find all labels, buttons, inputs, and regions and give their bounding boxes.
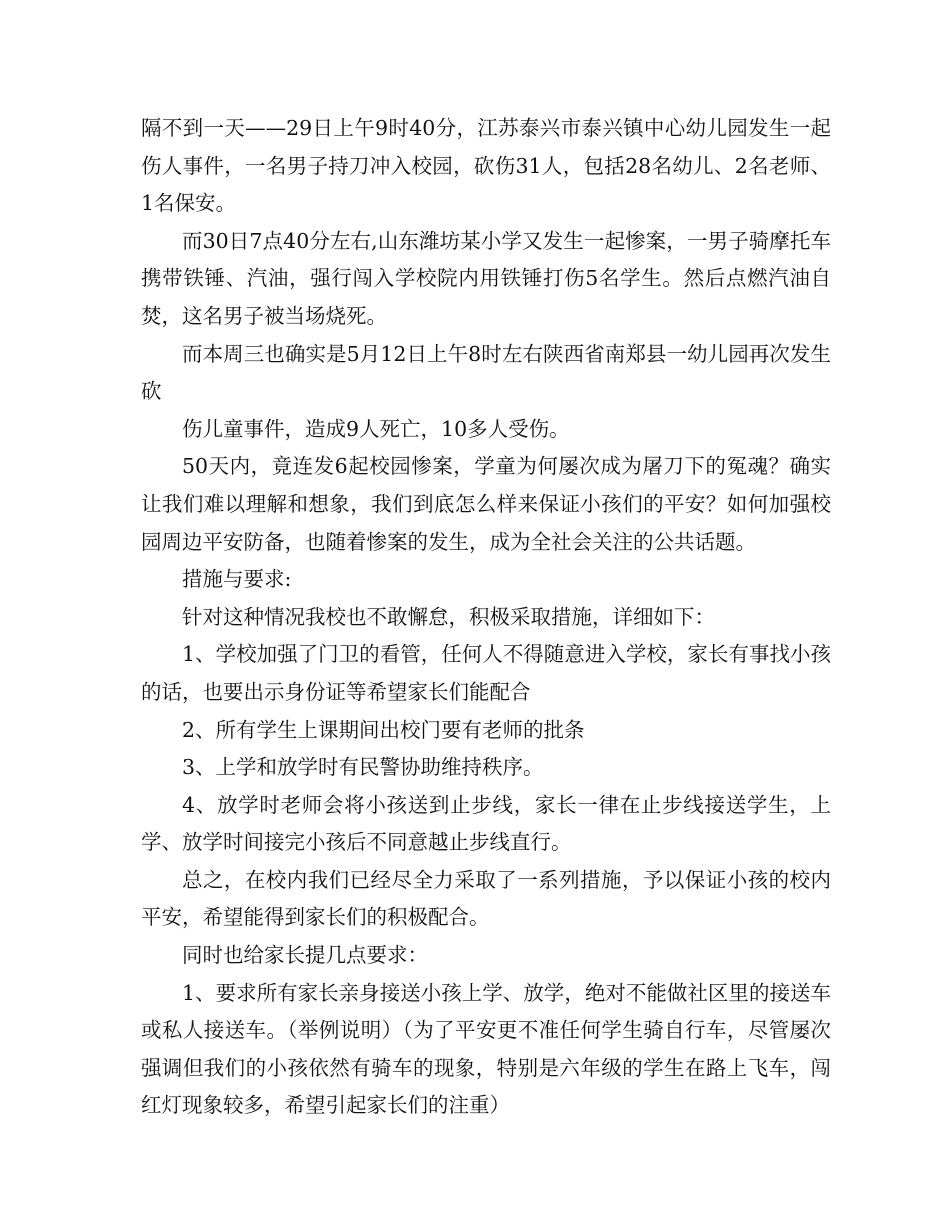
section-heading-measures: 措施与要求: xyxy=(182,567,292,592)
list-item-school-3: 3、上学和放学时有民警协助维持秩序。 xyxy=(182,755,544,780)
paragraph-7: 针对这种情况我校也不敢懈怠，积极采取措施，详细如下： xyxy=(182,604,715,629)
paragraph-1: 隔不到一天——29日上午9时40分，江苏泰兴市泰兴镇中心幼儿园发生一起伤人事件，一名男子持刀冲入校园，砍伤31人，包括28名幼儿、2名老师、1名保安。 xyxy=(141,116,831,216)
paragraph-summary: 总之，在校内我们已经尽全力采取了一系列措施，予以保证小孩的校内平安，希望能得到家长们的积极配合。 xyxy=(141,867,831,930)
list-item-school-4: 4、放学时老师会将小孩送到止步线，家长一律在止步线接送学生，上学、放学时间接完小孩后不同意越止步线直行。 xyxy=(141,792,831,855)
paragraph-5: 50天内，竟连发6起校园惨案，学童为何屡次成为屠刀下的冤魂？确实让我们难以理解和想象，我们到底怎么样来保证小孩们的平安？如何加强校园周边平安防备，也随着惨案的发生，成为全社会关注的公共话题。 xyxy=(141,454,831,554)
paragraph-4: 伤儿童事件，造成9人死亡，10多人受伤。 xyxy=(182,416,570,441)
list-item-school-2: 2、所有学生上课期间出校门要有老师的批条 xyxy=(182,717,585,742)
paragraph-parent-requirements: 同时也给家长提几点要求： xyxy=(182,943,428,968)
paragraph-2: 而30日7点40分左右,山东潍坊某小学又发生一起惨案，一男子骑摩托车携带铁锤、汽油，强行闯入学校院内用铁锤打伤5名学生。然后点燃汽油自焚，这名男子被当场烧死。 xyxy=(141,228,831,328)
paragraph-3: 而本周三也确实是5月12日上午8时左右陕西省南郑县一幼儿园再次发生砍 xyxy=(141,341,831,404)
list-item-school-1: 1、学校加强了门卫的看管，任何人不得随意进入学校，家长有事找小孩的话，也要出示身份证等希望家长们能配合 xyxy=(141,642,831,704)
list-item-parent-1: 1、要求所有家长亲身接送小孩上学、放学，绝对不能做社区里的接送车或私人接送车。（举例说明）（为了平安更不准任何学生骑自行车，尽管屡次强调但我们的小孩依然有骑车的现象，特别是六年级的学生在路上飞车，闯红灯现象较多，希望引起家长们的注重） xyxy=(141,980,831,1118)
document-body xyxy=(141,110,831,1125)
